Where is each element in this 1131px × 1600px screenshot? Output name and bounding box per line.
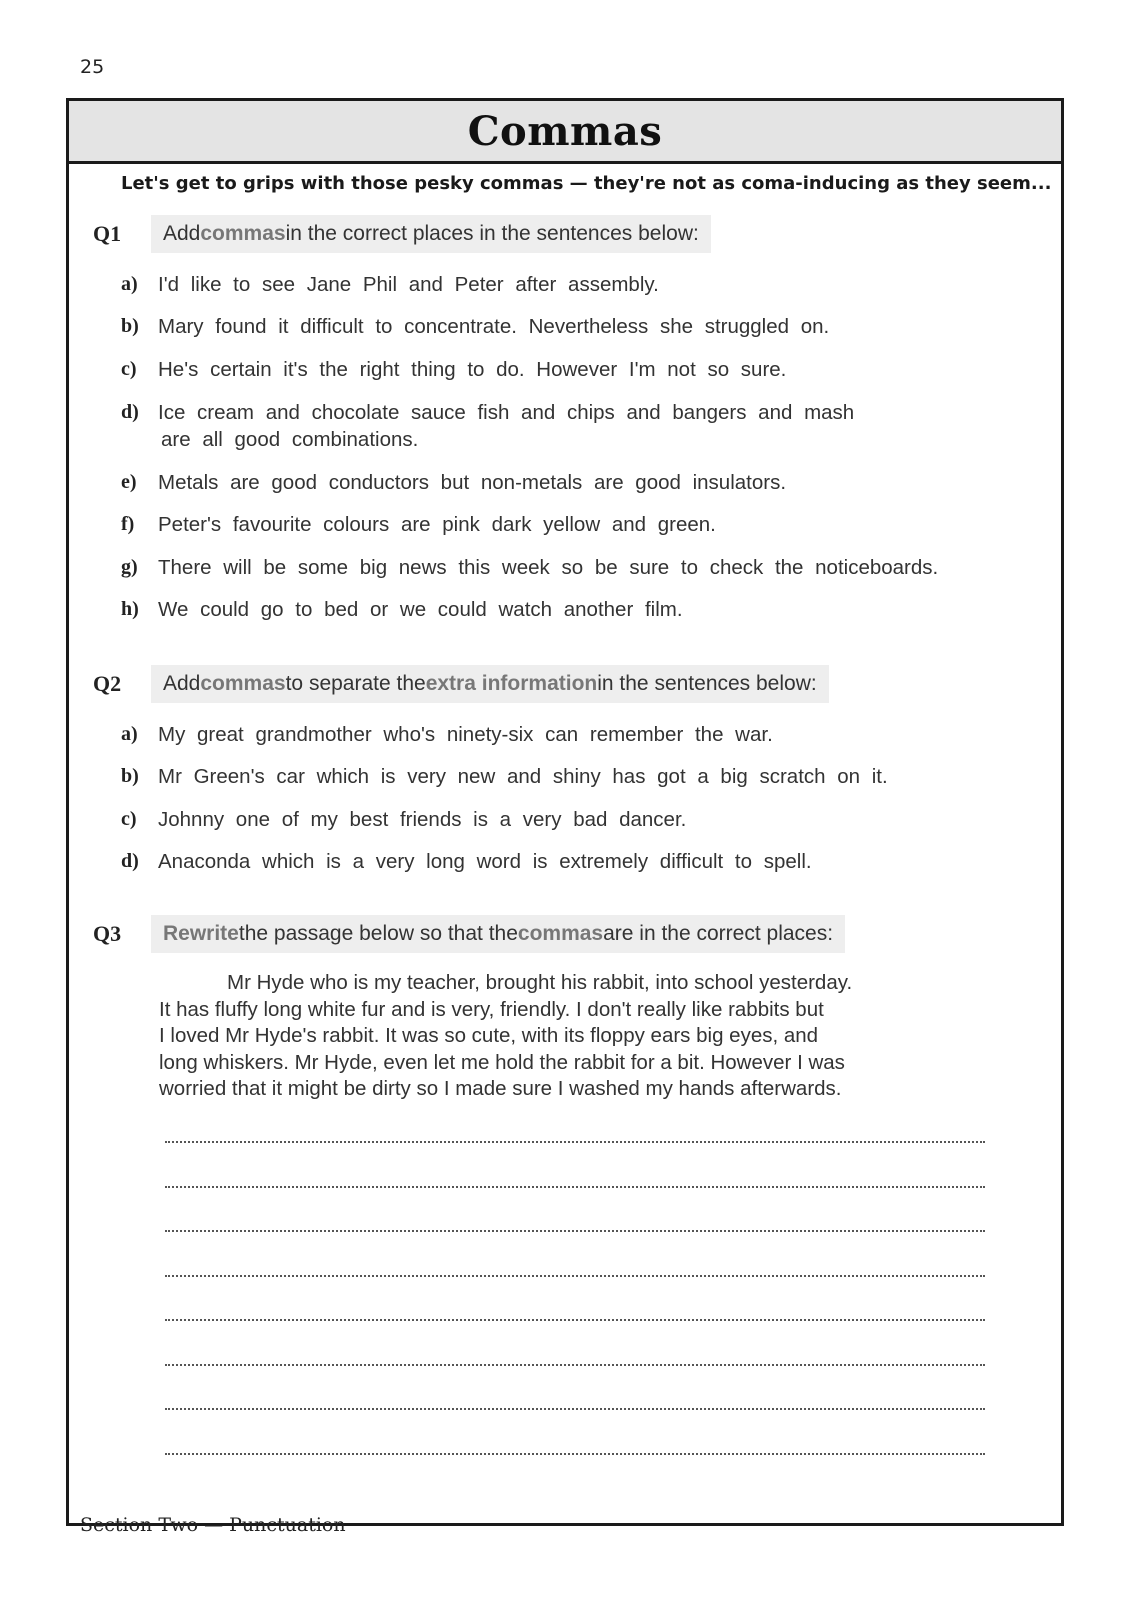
q1-item-letter: d) — [121, 401, 139, 423]
q2-instruction-pre: Add — [163, 672, 201, 695]
q2-instruction-post: in the sentences below: — [597, 672, 817, 695]
q1-item-text: Metals are good conductors but non-metals are good insulators. — [158, 471, 787, 494]
q1-item-letter: h) — [121, 598, 139, 620]
q1-item-text: Mary found it difficult to concentrate. Nevertheless she struggled on. — [158, 315, 830, 338]
q2-item-letter: b) — [121, 765, 139, 787]
q1-instruction — [151, 215, 711, 253]
q1-item-letter: e) — [121, 471, 137, 493]
q1-label: Q1 — [93, 221, 122, 246]
q2-item-a — [121, 721, 1041, 748]
passage-line: long whiskers. Mr Hyde, even let me hold the rabbit for a bit. However I was — [159, 1050, 845, 1074]
q1-item-letter: g) — [121, 556, 138, 578]
q1-instruction-pre: Add — [163, 222, 201, 245]
q1-item-h — [121, 596, 1041, 623]
q2-item-text: My great grandmother who's ninety-six can remember the war. — [158, 723, 773, 746]
passage-line: Mr Hyde who is my teacher, brought his rabbit, into school yesterday. — [227, 971, 853, 994]
q3-instruction-highlight-rewrite: Rewrite — [163, 922, 239, 945]
q1-item-text: There will be some big news this week so be sure to check the noticeboards. — [158, 556, 939, 579]
q1-item-c — [121, 356, 1041, 383]
q2-item-letter: c) — [121, 808, 137, 830]
q2-item-text: Johnny one of my best friends is a very bad dancer. — [158, 808, 687, 831]
section-footer: Section Two — Punctuation — [80, 1514, 346, 1536]
q1-item-a — [121, 271, 1041, 298]
q1-item-text-continued: are all good combinations. — [161, 428, 419, 451]
q3-instruction-highlight-commas: commas — [517, 922, 604, 945]
q1-item-letter: a) — [121, 273, 138, 295]
answer-line[interactable] — [165, 1141, 985, 1143]
answer-line[interactable] — [165, 1364, 985, 1366]
q3-label: Q3 — [93, 921, 122, 946]
q1-item-d — [121, 399, 1041, 453]
q1-item-letter: b) — [121, 315, 139, 337]
q2-item-b — [121, 763, 1041, 790]
answer-line[interactable] — [165, 1319, 985, 1321]
q1-item-f — [121, 511, 1041, 538]
q2-item-d — [121, 848, 1041, 875]
q2-label: Q2 — [93, 671, 122, 696]
q1-item-text-block — [158, 399, 1041, 453]
q2-instruction-highlight-commas: commas — [200, 672, 286, 695]
q1-item-text: I'd like to see Jane Phil and Peter after assembly. — [158, 273, 659, 296]
title-bar — [69, 101, 1061, 164]
q2-item-text: Mr Green's car which is very new and shiny has got a big scratch on it. — [158, 765, 888, 788]
answer-line[interactable] — [165, 1453, 985, 1455]
q3-passage — [159, 970, 959, 1103]
answer-line[interactable] — [165, 1275, 985, 1277]
passage-line: worried that it might be dirty so I made sure I washed my hands afterwards. — [159, 1077, 842, 1100]
page-title: Commas — [467, 107, 663, 155]
q1-instruction-post: in the correct places in the sentences below: — [285, 222, 699, 245]
q2-instruction-mid: to separate the — [285, 672, 426, 695]
q1-item-text: We could go to bed or we could watch another film. — [158, 598, 683, 621]
q1-item-e — [121, 469, 1041, 496]
passage-line: I loved Mr Hyde's rabbit. It was so cute, with its floppy ears big eyes, and — [159, 1024, 819, 1047]
q1-item-b — [121, 313, 1041, 340]
answer-line[interactable] — [165, 1186, 985, 1188]
q1-item-text: Ice cream and chocolate sauce fish and chips and bangers and mash — [158, 401, 855, 424]
page-number: 25 — [80, 56, 105, 78]
q3-instruction-post: are in the correct places: — [603, 922, 834, 945]
answer-line[interactable] — [165, 1408, 985, 1410]
q1-instruction-highlight: commas — [200, 222, 286, 245]
q2-item-letter: d) — [121, 850, 139, 872]
q1-item-text: He's certain it's the right thing to do. However I'm not so sure. — [158, 358, 787, 381]
worksheet-frame — [66, 98, 1064, 1526]
q1-item-letter: f) — [121, 513, 135, 535]
q2-item-letter: a) — [121, 723, 138, 745]
answer-line[interactable] — [165, 1230, 985, 1232]
q2-item-text: Anaconda which is a very long word is extremely difficult to spell. — [158, 850, 812, 873]
intro-text: Let's get to grips with those pesky commas — they're not as coma-inducing as they seem... — [121, 173, 1052, 194]
q2-instruction — [151, 665, 829, 703]
q1-item-text: Peter's favourite colours are pink dark yellow and green. — [158, 513, 716, 536]
q3-instruction — [151, 915, 845, 953]
passage-line: It has fluffy long white fur and is very, friendly. I don't really like rabbits but — [159, 997, 824, 1021]
q3-instruction-mid: the passage below so that the — [238, 922, 518, 945]
q1-item-letter: c) — [121, 358, 137, 380]
q2-instruction-highlight-extra: extra information — [425, 672, 598, 695]
q2-item-c — [121, 806, 1041, 833]
q1-item-g — [121, 554, 1041, 581]
